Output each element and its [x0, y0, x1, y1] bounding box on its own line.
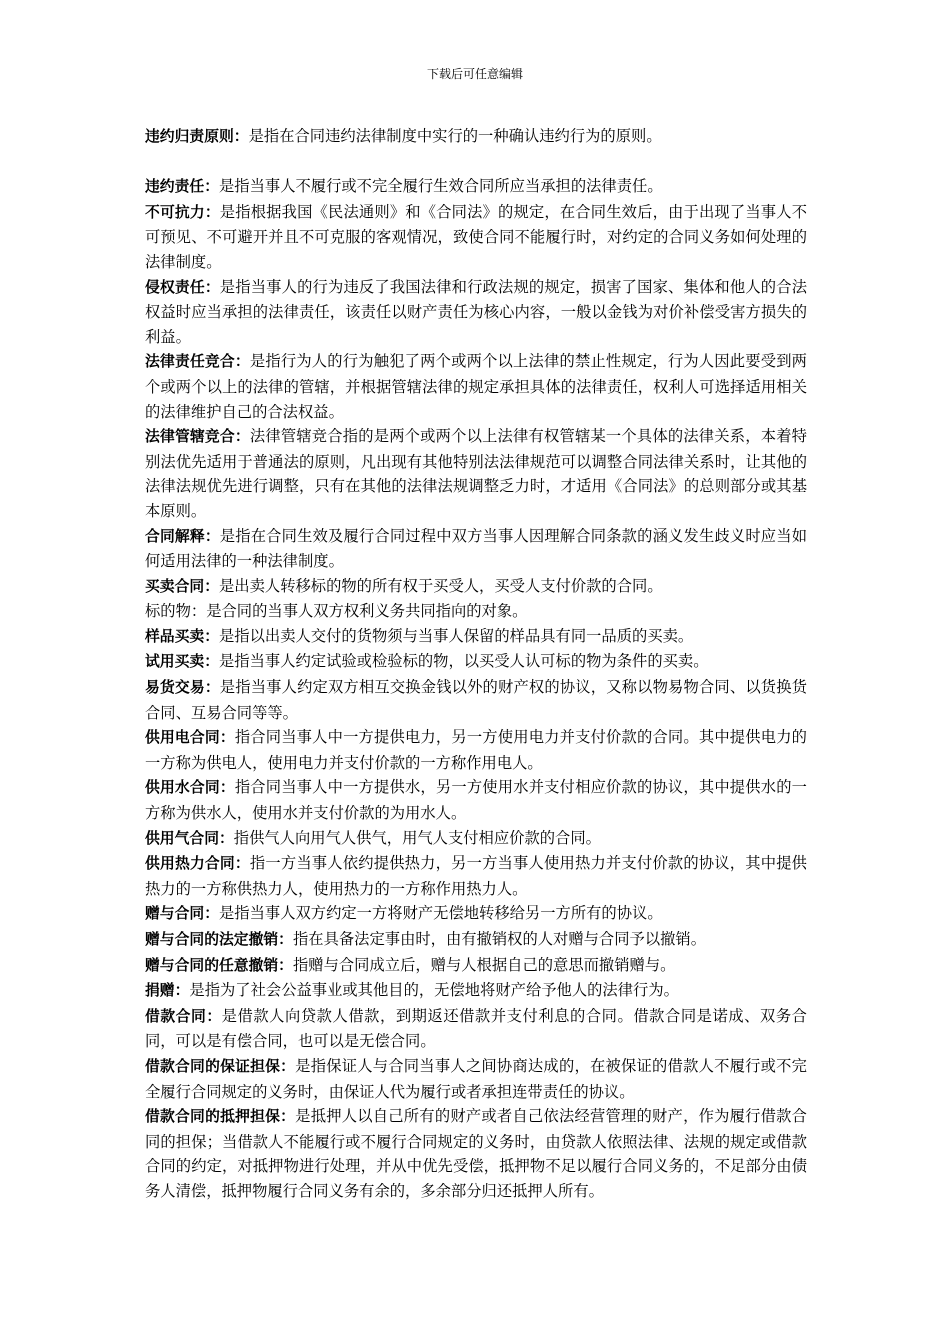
definition-entry — [145, 174, 807, 200]
entry-term: 法律责任竞合： — [145, 353, 250, 371]
entry-definition: 是借款人向贷款人借款，到期返还借款并支付利息的合同。借款合同是诺成、双务合同，可以是有偿合同，也可以是无偿合同。 — [145, 1006, 807, 1051]
entry-term: 借款合同的保证担保： — [145, 1057, 296, 1075]
entry-definition: 法律管辖竞合指的是两个或两个以上法律有权管辖某一个具体的法律关系，本着特别法优先适用于普通法的原则，凡出现有其他特别法法律规范可以调整合同法律关系时，让其他的法律法规优先进行调整，只有在其他的法律法规调整乏力时，才适用《合同法》的总则部分或其基本原则。 — [145, 427, 807, 520]
entry-term: 供用气合同： — [145, 829, 234, 847]
entry-definition: 指合同当事人中一方提供电力，另一方使用电力并支付价款的合同。其中提供电力的一方称为供电人，使用电力并支付价款的一方称作用电人。 — [145, 728, 807, 772]
entry-definition: 是指以出卖人交付的货物须与当事人保留的样品具有同一品质的买卖。 — [219, 626, 694, 645]
definition-entry — [145, 200, 807, 275]
entry-term: 供用电合同： — [145, 729, 235, 747]
page-header: 下载后可任意编辑 — [426, 67, 523, 81]
entry-term: 供用水合同： — [145, 779, 235, 797]
definition-entry — [145, 624, 807, 650]
entry-definition: 是指当事人不履行或不完全履行生效合同所应当承担的法律责任。 — [219, 177, 663, 196]
definition-entry — [145, 1054, 807, 1104]
entry-term: 合同解释： — [145, 527, 220, 545]
entry-term: 侵权责任： — [145, 278, 220, 296]
entry-term: 标的物： — [145, 602, 207, 621]
definition-entry — [145, 901, 807, 927]
entry-definition: 是指当事人的行为违反了我国法律和行政法规的规定，损害了国家、集体和他人的合法权益时应当承担的法律责任，该责任以财产责任为核心内容，一般以金钱为对价补偿受害方损失的利益。 — [145, 277, 807, 346]
definition-entry — [145, 675, 807, 725]
entry-definition: 是指当事人约定试验或检验标的物，以买受人认可标的物为条件的买卖。 — [219, 652, 709, 671]
entry-term: 试用买卖： — [145, 653, 219, 671]
entry-definition: 是出卖人转移标的物的所有权于买受人，买受人支付价款的合同。 — [219, 576, 663, 595]
entry-definition: 指一方当事人依约提供热力，另一方当事人使用热力并支付价款的协议，其中提供热力的一方称供热力人，使用热力的一方称作用热力人。 — [145, 854, 807, 898]
definition-entry — [145, 649, 807, 675]
definition-entry — [145, 826, 807, 852]
entry-definition: 指合同当事人中一方提供水，另一方使用水并支付相应价款的协议，其中提供水的一方称为供水人，使用水并支付价款的为用水人。 — [145, 778, 807, 823]
entry-term: 赠与合同： — [145, 905, 219, 923]
entry-definition: 是指行为人的行为触犯了两个或两个以上法律的禁止性规定，行为人因此要受到两个或两个以上的法律的管辖，并根据管辖法律的规定承担具体的法律责任，权利人可选择适用相关的法律维护自己的合法权益。 — [145, 352, 807, 421]
entry-definition: 指在具备法定事由时，由有撤销权的人对赠与合同予以撤销。 — [292, 930, 707, 948]
entry-term: 易货交易： — [145, 679, 220, 697]
definition-entry — [145, 927, 807, 953]
entry-definition: 是指在合同生效及履行合同过程中双方当事人因理解合同条款的涵义发生歧义时应当如何适用法律的一种法律制度。 — [145, 526, 807, 571]
entry-term: 赠与合同的任意撤销： — [145, 956, 293, 974]
entry-term: 违约责任： — [145, 178, 219, 196]
entry-definition: 是指当事人约定双方相互交换金钱以外的财产权的协议，又称以物易物合同、以货换货合同、互易合同等等。 — [145, 678, 807, 722]
entry-term: 不可抗力： — [145, 203, 220, 221]
definition-entry — [145, 424, 807, 523]
definition-entry — [145, 524, 807, 574]
entry-definition: 指赠与合同成立后，赠与人根据自己的意思而撤销赠与。 — [292, 955, 676, 974]
entry-definition: 指供气人向用气人供气，用气人支付相应价款的合同。 — [233, 828, 601, 847]
definition-entry — [145, 124, 807, 150]
definition-entry — [145, 275, 807, 350]
entry-term: 买卖合同： — [145, 577, 219, 595]
entry-term: 样品买卖： — [145, 627, 219, 645]
entry-definition: 是合同的当事人双方权利义务共同指向的对象。 — [206, 602, 528, 621]
definition-entry — [145, 725, 807, 775]
definition-entry — [145, 349, 807, 424]
entry-term: 供用热力合同： — [145, 855, 250, 873]
entry-term: 借款合同的抵押担保： — [145, 1108, 296, 1126]
entry-term: 捐赠： — [145, 982, 190, 1000]
definition-entry — [145, 953, 807, 979]
definition-entry — [145, 574, 807, 600]
definition-entry — [145, 851, 807, 901]
definition-entry — [145, 978, 807, 1004]
entry-definition: 是指根据我国《民法通则》和《合同法》的规定，在合同生效后，由于出现了当事人不可预见、不可避开并且不可克服的客观情况，致使合同不能履行时，对约定的合同义务如何处理的法律制度。 — [145, 202, 807, 271]
entry-term: 赠与合同的法定撤销： — [145, 931, 293, 948]
definition-entry — [145, 1004, 807, 1054]
entry-term: 借款合同： — [145, 1007, 222, 1025]
document-body — [145, 124, 807, 1204]
definition-entry — [145, 775, 807, 825]
entry-definition: 是指保证人与合同当事人之间协商达成的，在被保证的借款人不履行或不完全履行合同规定的义务时，由保证人代为履行或者承担连带责任的协议。 — [145, 1056, 807, 1101]
entry-definition: 是指在合同违约法律制度中实行的一种确认违约行为的原则。 — [248, 127, 662, 145]
entry-definition: 是指当事人双方约定一方将财产无偿地转移给另一方所有的协议。 — [219, 904, 663, 923]
entry-definition: 是指为了社会公益事业或其他目的，无偿地将财产给予他人的法律行为。 — [189, 981, 679, 1000]
entry-definition: 是抵押人以自己所有的财产或者自己依法经营管理的财产，作为履行借款合同的担保；当借款人不能履行或不履行合同规定的义务时，由贷款人依照法律、法规的规定或借款合同的约定，对抵押物进行处理，并从中优先受偿，抵押物不足以履行合同义务的，不足部分由债务人清偿，抵押物履行合同义务有余的，多余部分归还抵押人所有。 — [145, 1107, 807, 1200]
entry-term: 违约归责原则： — [145, 128, 249, 145]
entry-term: 法律管辖竞合： — [145, 428, 250, 446]
definition-entry — [145, 599, 807, 624]
definition-entry — [145, 1104, 807, 1203]
